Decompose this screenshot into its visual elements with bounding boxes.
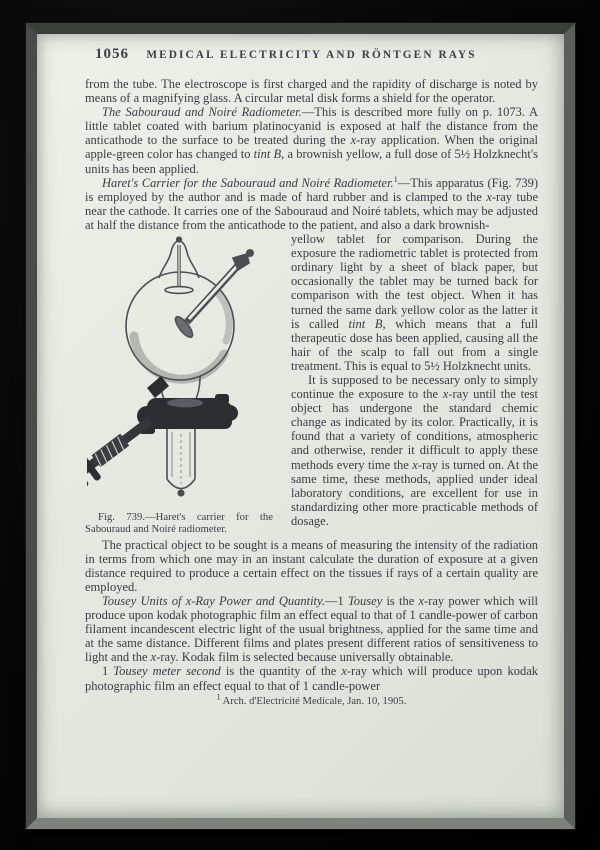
page-header (85, 46, 538, 64)
paragraph-tousey-meter-second: 1 Tousey meter second is the quantity of the x-ray which will produce upon kodak photographic film an effect equal to that of 1 candle-power (85, 664, 538, 693)
paragraph-electroscope: from the tube. The electroscope is first charged and the rapidity of discharge is noted by means of a magnifying glass. A circular metal disk forms a shield for the operator. (85, 77, 538, 106)
page-body (85, 77, 538, 709)
figure-739 (85, 236, 281, 536)
paragraph-harets-carrier-b: yellow tablet for comparison. During the exposure the radiometric tablet is protected from ordinary light by a sheet of black paper, but occasionally the tablet may be turned back for comparison with the test object. When it has turned the same dark yellow color as the latter it is called tint B, which means that a full therapeutic dose has been applied, causing all the hair of the scalp to fall out from a single treatment. This is equal to 5½ Holzknecht units. (291, 232, 538, 373)
xray-tube-illustration (87, 236, 277, 506)
figure-caption: Fig. 739.—Haret's carrier for the Sabouraud and Noiré radiometer. (85, 511, 273, 536)
paragraph-tousey-units: Tousey Units of x-Ray Power and Quantity.—1 Tousey is the x-ray power which will produce upon kodak photographic film an effect equal to that of 1 candle-power of carbon filament incandescent electric light of the usual brightness, applied for the same time and at the same distance. Different films and plates present different ratios of sensitiveness to light and the x-ray. Kodak film is selected because universally obtainable. (85, 594, 539, 665)
page-number: 1056 (95, 46, 129, 62)
paragraph-exposure-method: It is supposed to be necessary only to simply continue the exposure to the x-ray until the test object has undergone the standard chemic change as indicated by its color. Practically, it is found that a variety of conditions, atmospheric and otherwise, render it difficult to apply these methods every time the x-ray is turned on. At the same time, these methods, applied under ideal laboratory conditions, are excellent for use in standardizing other more practicable methods of dosage. (291, 372, 538, 528)
photo-frame (26, 23, 575, 829)
footnote-citation: $^1$ Arch. d'Electricité Medicale, Jan. 10, 1905. (216, 692, 407, 707)
book-page (37, 34, 564, 818)
running-title: MEDICAL ELECTRICITY AND RÖNTGEN RAYS (146, 49, 477, 61)
paragraph-sabouraud-radiometer: The Sabouraud and Noiré Radiometer.—This is described more fully on p. 1073. A little tablet coated with barium platinocyanid is exposed at half the distance from the anticathode to the surface to be treated during the x-ray application. When the original apple-green color has changed to tint B, a brownish yellow, a full dose of 5½ Holzknecht's units has been applied. (85, 105, 538, 176)
paragraph-harets-carrier-a: Haret's Carrier for the Sabouraud and Noiré Radiometer.$^1$—This apparatus (Fig. 739) is employed by the author and is made of hard rubber and is clamped to the x-ray tube near the cathode. It carries one of the Sabouraud and Noiré tablets, which may be adjusted at half the distance from the anticathode to the patient, and also a dark brownish- (85, 174, 538, 232)
paragraph-practical-object: The practical object to be sought is a means of measuring the intensity of the radiation in terms from which one may in an instant calculate the duration of exposure at a given distance required to produce a certain effect on the tissues if rays of a certain quality are employed. (85, 537, 538, 594)
